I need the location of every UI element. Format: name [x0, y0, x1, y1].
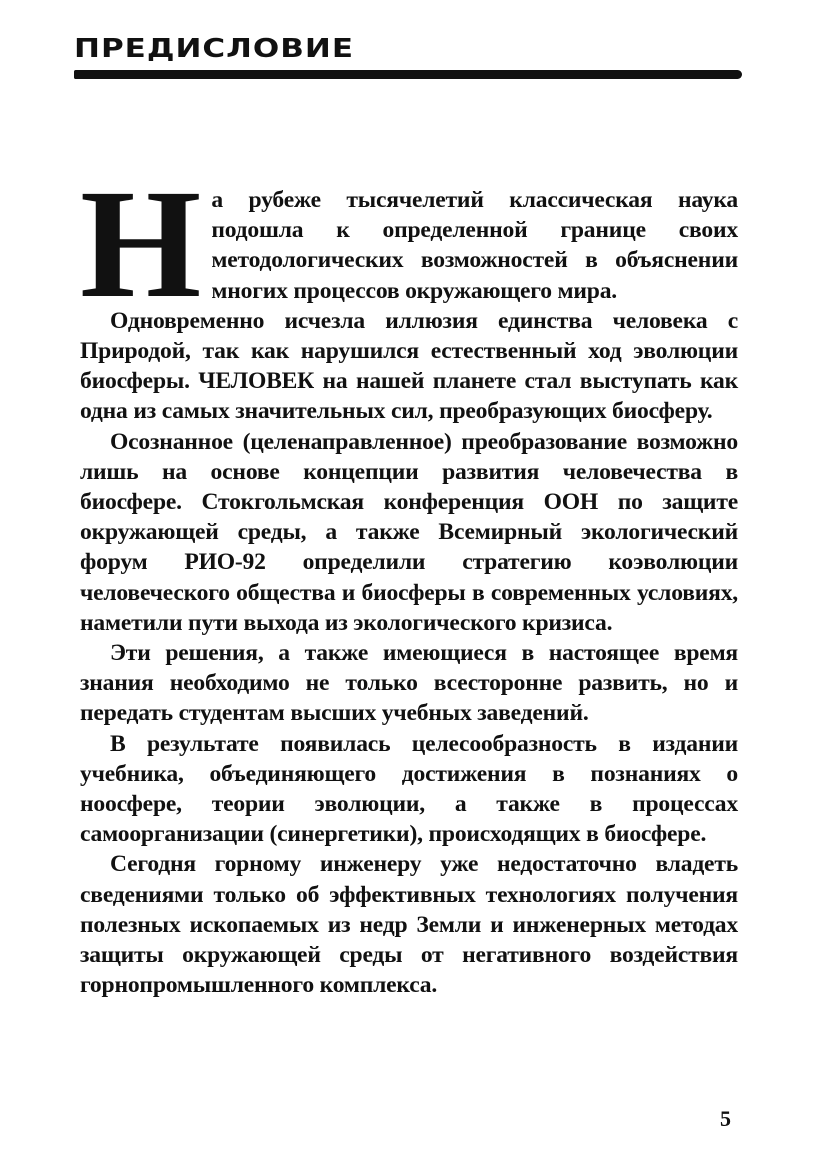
paragraph: Сегодня горному инженеру уже недостаточно владеть сведениями только об эффективных технологиях получения полезных ископаемых из недр Земли и инженерных методах защиты окружающей среды от негативного воздействия горнопромышленного комплекса. [80, 851, 738, 999]
paragraph: Эти решения, а также имеющиеся в настоящее время знания необходимо не только всесторонне развить, но и передать студентам высших учебных заведений. [80, 640, 738, 727]
drop-cap: Н [80, 157, 202, 330]
paragraph [80, 157, 738, 330]
title-rule [74, 70, 742, 79]
paragraph: В результате появилась целесообразность в издании учебника, объединяющего достижения в познаниях о ноосфере, теории эволюции, а также в процессах самоорганизации (синергетики), происходящих в биосфере. [80, 730, 738, 848]
body-text [80, 157, 738, 1000]
paragraph: Одновременно исчезла иллюзия единства человека с Природой, так как нарушился естественный ход эволюции биосферы. ЧЕЛОВЕК на нашей планете стал выступать как одна из самых значительных сил, преобразующих биосферу. [80, 307, 738, 425]
page-number: 5 [720, 1106, 731, 1131]
paragraph: Осознанное (целенаправленное) преобразование возможно лишь на основе концепции развития человечества в биосфере. Стокгольмская конференция ООН по защите окружающей среды, а также Всемирный экологический форум РИО-92 определили стратегию коэволюции человеческого общества и биосферы в современных условиях, наметили пути выхода из экологического кризиса. [80, 428, 738, 636]
paragraph-text: а рубеже тысячелетий классическая наука подошла к определенной границе своих методологических возможностей в объяснении многих процессов окружающего мира. [211, 187, 738, 304]
page-title: ПРЕДИСЛОВИЕ [74, 34, 354, 64]
